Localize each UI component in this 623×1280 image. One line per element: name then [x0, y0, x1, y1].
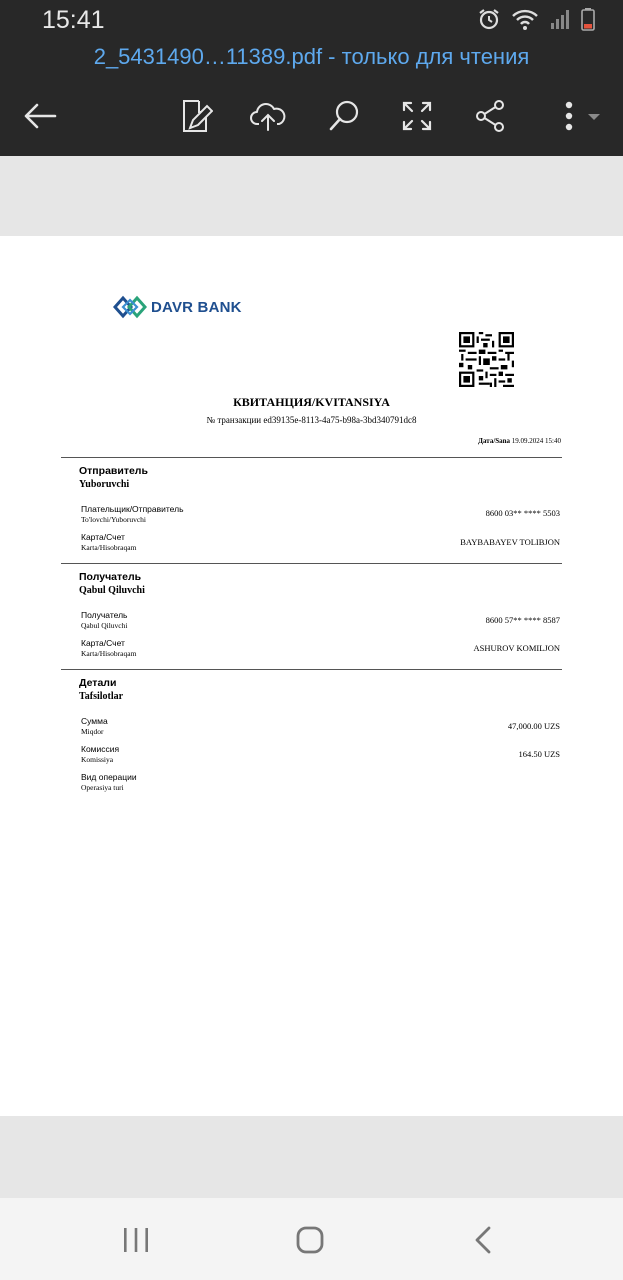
- expand-icon: [401, 100, 433, 132]
- date-value: 19.09.2024 15:40: [511, 437, 561, 445]
- qr-code: [459, 332, 514, 387]
- edit-button[interactable]: [172, 92, 220, 140]
- home-button[interactable]: [290, 1220, 330, 1260]
- field-label: Карта/Счет: [81, 638, 125, 648]
- share-button[interactable]: [466, 92, 514, 140]
- recipient-heading: Получатель: [79, 571, 142, 583]
- back-arrow-icon: [23, 102, 57, 130]
- cloud-upload-icon: [249, 100, 287, 132]
- wifi-icon: [511, 7, 539, 31]
- more-vert-icon: [551, 99, 603, 133]
- davr-bank-logo-icon: [113, 294, 147, 320]
- app-bar: [0, 0, 623, 156]
- field-label-uz: Komissiya: [81, 755, 114, 764]
- transaction-id: ed39135e-8113-4a75-b98a-3bd340791dc8: [263, 415, 417, 425]
- field-label-uz: Qabul Qiluvchi: [81, 621, 128, 630]
- field-value: 47,000.00 UZS: [507, 721, 560, 731]
- transaction-line: [0, 415, 623, 425]
- field-value: 8600 03** **** 5503: [485, 508, 560, 518]
- bank-logo: [113, 294, 242, 320]
- sender-heading-uz: Yuboruvchi: [79, 479, 130, 490]
- search-button[interactable]: [320, 92, 368, 140]
- back-button[interactable]: [16, 92, 64, 140]
- details-heading-uz: Tafsilotlar: [79, 691, 124, 702]
- details-heading: Детали: [79, 677, 117, 689]
- field-label-uz: Miqdor: [81, 727, 104, 736]
- field-label: Комиссия: [81, 744, 120, 754]
- date-label: Дата/Sana: [478, 437, 511, 445]
- more-options-button[interactable]: [548, 92, 606, 140]
- recipient-heading-uz: Qabul Qiluvchi: [79, 585, 145, 596]
- receipt-title: КВИТАНЦИЯ/KVITANSIYA: [233, 395, 390, 409]
- share-icon: [473, 99, 507, 133]
- field-value: BAYBABAYEV TOLIBJON: [460, 537, 560, 547]
- field-label: Сумма: [81, 716, 108, 726]
- field-label-uz: To'lovchi/Yuboruvchi: [81, 515, 146, 524]
- divider: [61, 563, 562, 564]
- upload-button[interactable]: [244, 92, 292, 140]
- receipt-date: [478, 437, 561, 445]
- search-icon: [327, 99, 361, 133]
- battery-icon: [581, 7, 595, 31]
- expand-button[interactable]: [393, 92, 441, 140]
- field-label-uz: Karta/Hisobraqam: [81, 543, 137, 552]
- field-label-uz: Karta/Hisobraqam: [81, 649, 137, 658]
- recent-apps-button[interactable]: [116, 1220, 156, 1260]
- nav-back-button[interactable]: [464, 1220, 504, 1260]
- field-value: 164.50 UZS: [518, 749, 560, 759]
- status-time: 15:41: [42, 6, 105, 34]
- field-value: 8600 57** **** 8587: [485, 615, 560, 625]
- pdf-page[interactable]: [0, 236, 623, 1116]
- home-icon: [295, 1225, 325, 1255]
- recent-apps-icon: [121, 1226, 151, 1254]
- field-label: Карта/Счет: [81, 532, 125, 542]
- divider: [61, 457, 562, 458]
- field-value: ASHUROV KOMILJON: [473, 643, 560, 653]
- sender-heading: Отправитель: [79, 465, 148, 477]
- bank-name: DAVR BANK: [151, 298, 242, 316]
- field-label: Получатель: [81, 610, 128, 620]
- field-label: Вид операции: [81, 772, 137, 782]
- status-icons: [477, 7, 595, 31]
- signal-icon: [549, 8, 571, 30]
- nav-back-icon: [472, 1225, 496, 1255]
- toolbar: [0, 92, 623, 140]
- field-label-uz: Operasiya turi: [81, 783, 124, 792]
- alarm-icon: [477, 7, 501, 31]
- system-nav-bar: [0, 1198, 623, 1280]
- field-label: Плательщик/Отправитель: [81, 504, 184, 514]
- edit-document-icon: [179, 98, 213, 134]
- transaction-label: № транзакции: [206, 415, 262, 425]
- divider: [61, 669, 562, 670]
- document-title: 2_5431490…11389.pdf - только для чтения: [93, 44, 530, 69]
